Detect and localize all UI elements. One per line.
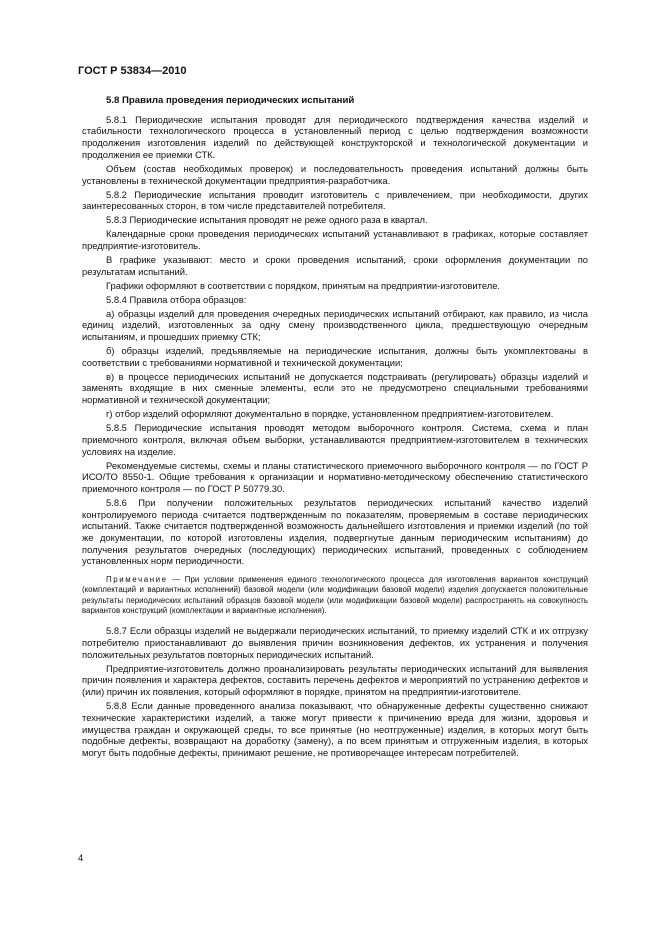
- paragraph: Рекомендуемые системы, схемы и планы статистического приемочного выборочного контроля — по ГОСТ Р ИСО/ТО 8550-1. Общие требования к организации и нормативно-методическому обеспечению статистического приемочного контроля — по ГОСТ Р 50779.30.: [82, 459, 588, 494]
- paragraph-5-8-4: 5.8.4 Правила отбора образцов:: [106, 293, 247, 305]
- list-item-g: г) отбор изделий оформляют документально в порядке, установленном предприятием-изготовителем.: [106, 408, 554, 420]
- paragraph: Объем (состав необходимых проверок) и последовательность проведения испытаний должны быть установлены в технической документации предприятия-разработчика.: [82, 162, 588, 186]
- section-title: 5.8 Правила проведения периодических испытаний: [106, 95, 355, 106]
- note-text: — При условии применения единого технологического процесса для изготовления вариантов конструкций (комплектаций и вариантных исполнений) базовой модели (или модификации базовой модели) изделия допускается положительные результаты периодических испытаний образцов базовой модели (или модификации базовой модели) распространять на совокупность вариантов конструкций (комплектации и вариантные исполнения).: [82, 575, 588, 616]
- list-item-a: а) образцы изделий для проведения очередных периодических испытаний отбирают, как правило, из числа единиц изделий, изготовленных за одну смену производственного цикла, предшествующую очередным испытаниям, и прошедших приемку СТК;: [82, 307, 588, 343]
- paragraph-5-8-6: 5.8.6 При получении положительных результатов периодических испытаний качество изделий контролируемого периода считается подтвержденным по показателям, проверяемым в составе периодических испытаний. Также считается подтвержденной возможность дальнейшего изготовления и приемки изделий (по той же документации, по которой изготовлены изделия, подвергнутые данным периодическим испытаниям) до получения результатов очередных (последующих) периодических испытаний, проведенных с соблюдением установленных норм периодичности.: [82, 496, 588, 567]
- list-item-b: б) образцы изделий, предъявляемые на периодические испытания, должны быть укомплектованы в соответствии с требованиями нормативной и технической документации;: [82, 345, 588, 368]
- paragraph: Предприятие-изготовитель должно проанализировать результаты периодических испытаний для выявления причин появления и характера дефектов, составить перечень дефектов и мероприятий по устранению дефектов и (или) причин их появления, который оформляют в порядке, принятом на предприятии-изготовителе.: [82, 662, 588, 698]
- paragraph: В графике указывают: место и сроки проведения испытаний, сроки оформления документации по результатам испытаний.: [82, 253, 588, 277]
- note-label: Примечание: [106, 575, 168, 585]
- paragraph: Календарные сроки проведения периодических испытаний устанавливают в графиках, которые составляет предприятие-изготовитель.: [82, 228, 588, 251]
- paragraph-5-8-1: 5.8.1 Периодические испытания проводят для периодического подтверждения качества изделий и стабильности технологического процесса в установленный период с целью подтверждения возможности продолжения изготовления изделий по действующей конструкторской и технологической документации и продолжения ее приемки СТК.: [82, 113, 588, 160]
- paragraph-5-8-8: 5.8.8 Если данные проведенного анализа показывают, что обнаруженные дефекты существенно снижают технические характеристики изделий, а также могут привести к причинению вреда для жизни, здоровья и имущества граждан и окружающей среды, то все принятые (но неотгруженные) изделия, в которых могут быть подобные дефекты, возвращают на доработку (замену), а по всем принятым и отгруженным изделия, в которых могут быть подобные дефекты, принимают решение, не противоречащее интересам потребителей.: [82, 700, 588, 758]
- note: [82, 575, 588, 616]
- paragraph: Графики оформляют в соответствии с порядком, принятым на предприятии-изготовителе.: [106, 279, 501, 291]
- document-body: [82, 95, 588, 761]
- paragraph-5-8-2: 5.8.2 Периодические испытания проводит изготовитель с привлечением, при необходимости, других заинтересованных сторон, в том числе представителей потребителя.: [82, 188, 588, 212]
- page-number: 4: [78, 852, 84, 863]
- list-item-v: в) в процессе периодических испытаний не допускается подстраивать (регулировать) образцы изделий и заменять входящие в них сменные элементы, если это не предусмотрено специальными требованиями нормативной и технической документации;: [82, 370, 588, 406]
- paragraph-5-8-3: 5.8.3 Периодические испытания проводят не реже одного раза в квартал.: [106, 214, 428, 226]
- paragraph-5-8-7: 5.8.7 Если образцы изделий не выдержали периодических испытаний, то приемку изделий СТК и их отгрузку потребителю приостанавливают до выявления причин возникновения дефектов, их устранения и получения положительных результатов повторных периодических испытаний.: [82, 625, 588, 660]
- standard-header: ГОСТ Р 53834—2010: [78, 65, 187, 77]
- paragraph-5-8-5: 5.8.5 Периодические испытания проводят методом выборочного контроля. Система, схема и план приемочного контроля, включая объем выборки, устанавливаются предприятием-изготовителем в технических условиях на изделие.: [82, 422, 588, 457]
